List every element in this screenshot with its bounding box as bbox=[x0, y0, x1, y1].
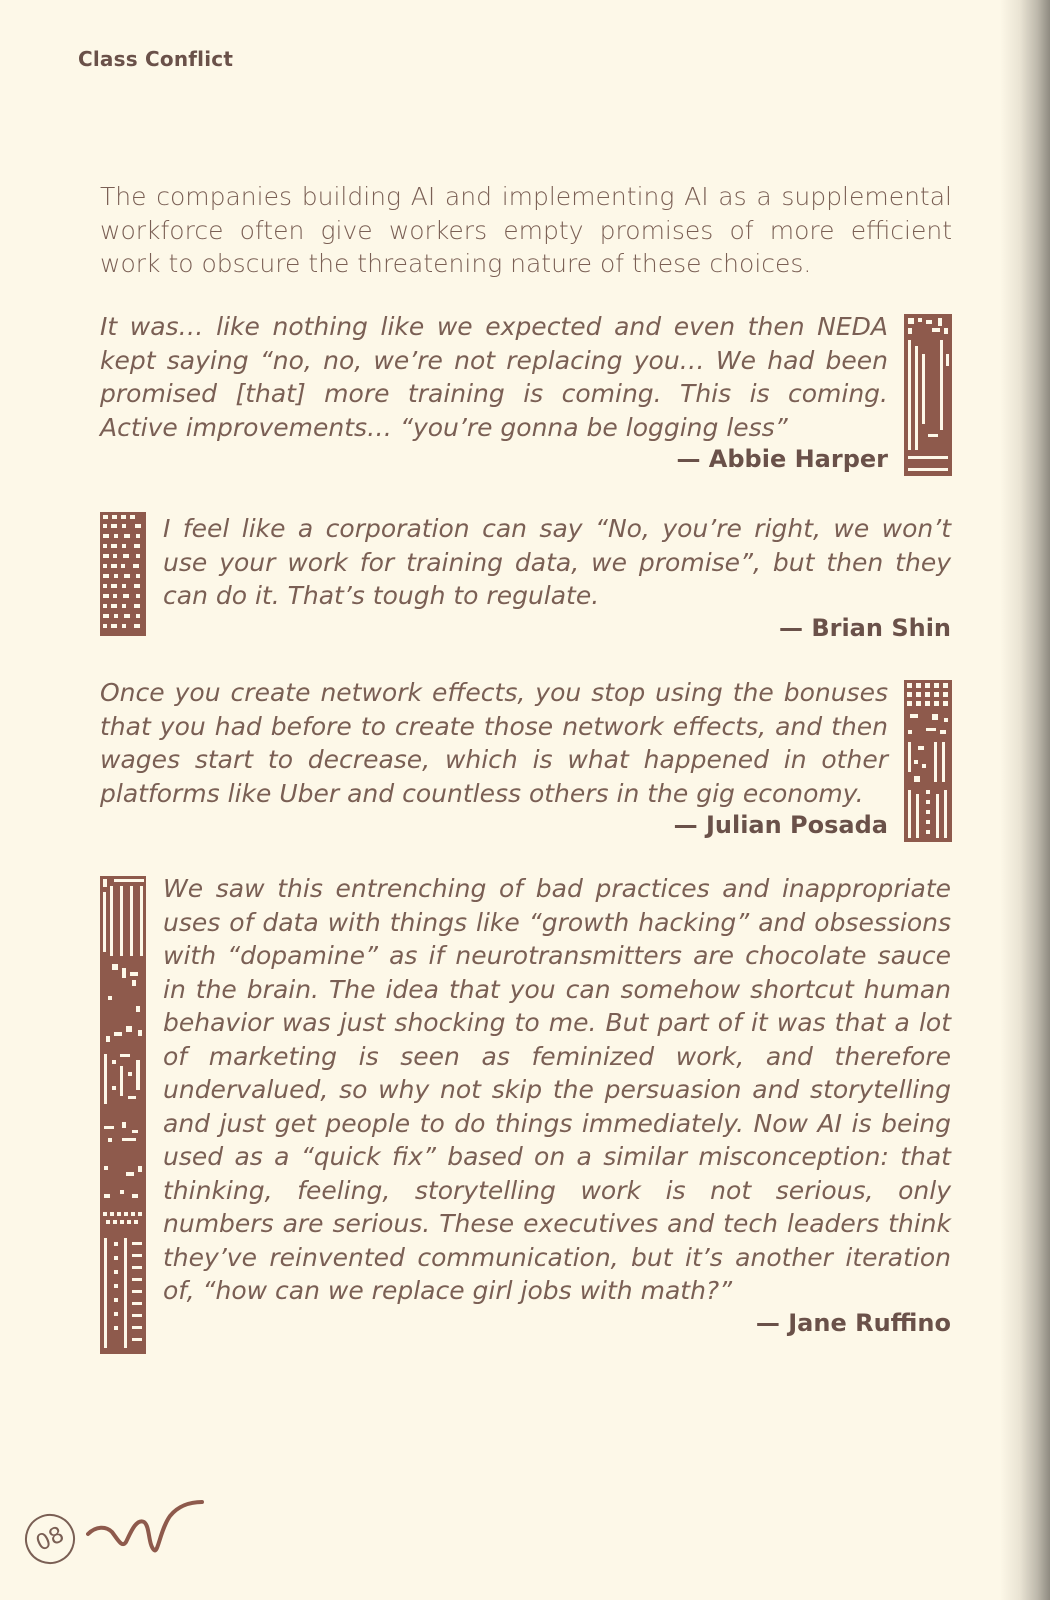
running-head: Class Conflict bbox=[78, 47, 234, 71]
signature-squiggle-icon bbox=[86, 1500, 206, 1560]
quote-attribution: — Julian Posada bbox=[673, 811, 888, 839]
quote-text: It was… like nothing like we expected and even then NEDA kept saying “no, no, we’re not replacing you… We had been promised [that] more training is coming. This is coming. Active improvements… “you’re gonna be logging less” bbox=[100, 312, 888, 442]
pixel-ornament-3 bbox=[904, 680, 952, 842]
page-edge-shadow bbox=[1000, 0, 1050, 1600]
quote-attribution: — Jane Ruffino bbox=[755, 1308, 951, 1337]
page-number bbox=[17, 1506, 83, 1572]
pixel-ornament-2 bbox=[100, 512, 146, 636]
quote-text: I feel like a corporation can say “No, you’re right, we won’t use your work for training data, we promise”, but then they can do it. That’s tough to regulate. bbox=[163, 514, 951, 610]
pixel-ornament-1 bbox=[904, 314, 952, 476]
page-number-text: 08 bbox=[32, 1521, 68, 1557]
pixel-ornament-4 bbox=[100, 876, 146, 1354]
intro-paragraph: The companies building AI and implementing AI as a supplemental workforce often give workers empty promises of more efficient work to obscure the threatening nature of these choices. bbox=[100, 182, 952, 278]
quote-text: We saw this entrenching of bad practices and inappropriate uses of data with things like “growth hacking” and obsessions with “dopamine” as if neurotransmitters are chocolate sauce in the brain. The idea that you can somehow shortcut human behavior was just shocking to me. But part of it was that a lot of marketing is seen as feminized work, and therefore undervalued, so why not skip the persuasion and storytelling and just get people to do things immediately. Now AI is being used as a “quick fix” based on a similar misconception: that thinking, feeling, storytelling work is not serious, only numbers are serious. These executives and tech leaders think they’ve reinvented communication, but it’s another iteration of, “how can we replace girl jobs with math?” bbox=[163, 874, 951, 1305]
quote-attribution: — Brian Shin bbox=[778, 613, 951, 642]
quote-text: Once you create network effects, you stop using the bonuses that you had before to create those network effects, and then wages start to decrease, which is what happened in other platforms like Uber and countless others in the gig economy. bbox=[100, 678, 888, 808]
quote-jane-ruffino bbox=[163, 872, 951, 1337]
quote-brian-shin bbox=[163, 512, 951, 642]
quote-abbie-harper bbox=[100, 310, 888, 473]
quote-attribution: — Abbie Harper bbox=[676, 445, 888, 473]
quote-julian-posada bbox=[100, 676, 888, 839]
